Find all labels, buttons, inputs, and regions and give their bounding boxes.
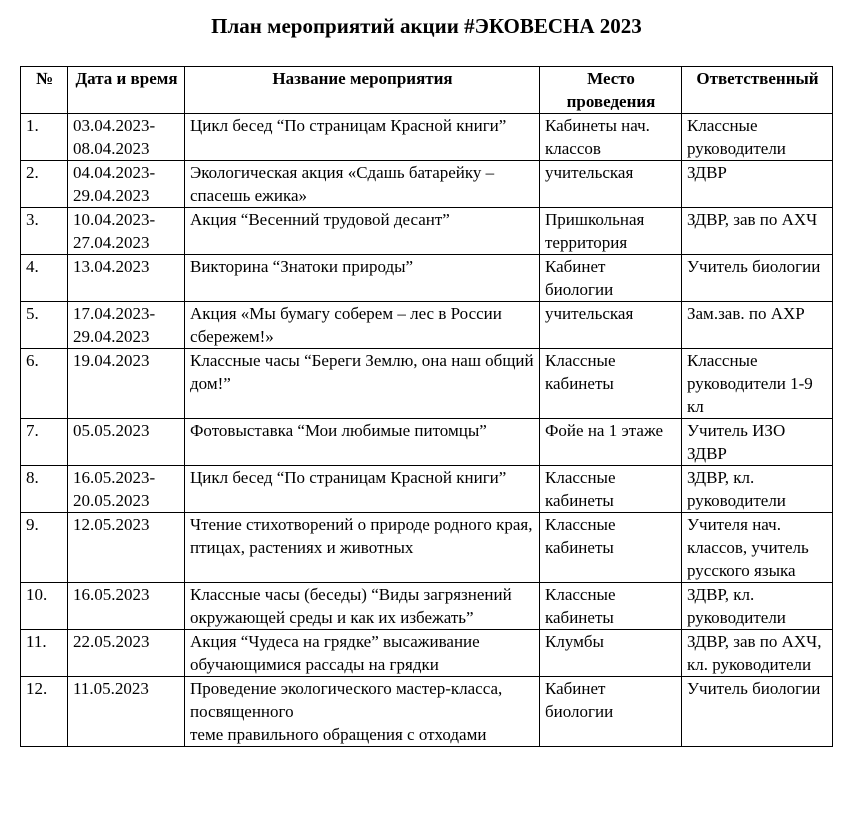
cell-responsible: Учитель биологии xyxy=(682,677,833,747)
cell-name-line: теме правильного обращения с отходами xyxy=(190,725,487,744)
cell-date xyxy=(68,419,185,466)
header-name: Название мероприятия xyxy=(185,67,540,114)
cell-date-line: 05.05.2023 xyxy=(73,421,150,440)
cell-date xyxy=(68,466,185,513)
cell-num: 2. xyxy=(21,161,68,208)
cell-responsible: Классные руководители 1-9 кл xyxy=(682,349,833,419)
cell-place: Классные кабинеты xyxy=(540,513,682,583)
cell-responsible: ЗДВР, зав по АХЧ xyxy=(682,208,833,255)
cell-date xyxy=(68,208,185,255)
cell-place: Фойе на 1 этаже xyxy=(540,419,682,466)
cell-responsible: Зам.зав. по АХР xyxy=(682,302,833,349)
cell-date-line: 13.04.2023 xyxy=(73,257,150,276)
cell-name xyxy=(185,208,540,255)
cell-responsible: ЗДВР, кл. руководители xyxy=(682,583,833,630)
table-row xyxy=(21,583,833,630)
cell-date-line: 29.04.2023 xyxy=(73,327,150,346)
table-row xyxy=(21,302,833,349)
cell-name-line: Классные часы (беседы) “Виды загрязнений окружающей среды и как их избежать” xyxy=(190,585,512,627)
cell-name xyxy=(185,349,540,419)
table-row xyxy=(21,208,833,255)
cell-date xyxy=(68,630,185,677)
cell-responsible: ЗДВР xyxy=(682,161,833,208)
cell-name xyxy=(185,302,540,349)
cell-name-line: Чтение стихотворений о природе родного края, птицах, растениях и животных xyxy=(190,515,533,557)
cell-num: 11. xyxy=(21,630,68,677)
table-row xyxy=(21,630,833,677)
cell-name xyxy=(185,513,540,583)
cell-num: 5. xyxy=(21,302,68,349)
cell-place: Классные кабинеты xyxy=(540,349,682,419)
cell-responsible: Учителя нач. классов, учитель русского языка xyxy=(682,513,833,583)
cell-date xyxy=(68,583,185,630)
cell-name xyxy=(185,583,540,630)
cell-responsible: Учитель ИЗО ЗДВР xyxy=(682,419,833,466)
cell-num: 3. xyxy=(21,208,68,255)
cell-date-line: 08.04.2023 xyxy=(73,139,150,158)
cell-name xyxy=(185,419,540,466)
cell-date-line: 10.04.2023- xyxy=(73,210,156,229)
table-row xyxy=(21,161,833,208)
cell-date-line: 22.05.2023 xyxy=(73,632,150,651)
cell-date xyxy=(68,114,185,161)
table-body xyxy=(21,114,833,747)
page-title: План мероприятий акции #ЭКОВЕСНА 2023 xyxy=(211,14,642,38)
cell-name-line: Акция “Весенний трудовой десант” xyxy=(190,210,450,229)
cell-place: Клумбы xyxy=(540,630,682,677)
cell-name-line: Викторина “Знатоки природы” xyxy=(190,257,414,276)
table-row xyxy=(21,349,833,419)
cell-date-line: 29.04.2023 xyxy=(73,186,150,205)
cell-place: Классные кабинеты xyxy=(540,466,682,513)
cell-place: Классные кабинеты xyxy=(540,583,682,630)
cell-date xyxy=(68,255,185,302)
table-row xyxy=(21,513,833,583)
table-header-row xyxy=(21,67,833,114)
cell-name-line: Цикл бесед “По страницам Красной книги” xyxy=(190,116,507,135)
cell-name xyxy=(185,677,540,747)
cell-name-line: Фотовыставка “Мои любимые питомцы” xyxy=(190,421,487,440)
cell-place: Пришкольная территория xyxy=(540,208,682,255)
cell-date xyxy=(68,513,185,583)
cell-name xyxy=(185,466,540,513)
cell-date xyxy=(68,677,185,747)
cell-name xyxy=(185,630,540,677)
cell-name-line: Акция “Чудеса на грядке” высаживание обучающимися рассады на грядки xyxy=(190,632,480,674)
header-date: Дата и время xyxy=(68,67,185,114)
table-row xyxy=(21,114,833,161)
cell-num: 4. xyxy=(21,255,68,302)
cell-date-line: 11.05.2023 xyxy=(73,679,149,698)
cell-place: учительская xyxy=(540,302,682,349)
cell-num: 8. xyxy=(21,466,68,513)
cell-name xyxy=(185,114,540,161)
table-row xyxy=(21,466,833,513)
cell-date-line: 16.05.2023 xyxy=(73,585,150,604)
cell-responsible: ЗДВР, зав по АХЧ, кл. руководители xyxy=(682,630,833,677)
cell-name xyxy=(185,161,540,208)
cell-date xyxy=(68,349,185,419)
header-responsible: Ответственный xyxy=(682,67,833,114)
events-table xyxy=(20,66,833,747)
cell-place: учительская xyxy=(540,161,682,208)
cell-responsible: ЗДВР, кл. руководители xyxy=(682,466,833,513)
cell-name-line: Экологическая акция «Сдашь батарейку – спасешь ежика» xyxy=(190,163,495,205)
cell-date xyxy=(68,161,185,208)
cell-num: 1. xyxy=(21,114,68,161)
cell-num: 7. xyxy=(21,419,68,466)
header-place: Место проведения xyxy=(540,67,682,114)
cell-place: Кабинеты нач. классов xyxy=(540,114,682,161)
cell-date-line: 12.05.2023 xyxy=(73,515,150,534)
cell-date-line: 27.04.2023 xyxy=(73,233,150,252)
cell-date-line: 04.04.2023- xyxy=(73,163,156,182)
cell-num: 6. xyxy=(21,349,68,419)
cell-name xyxy=(185,255,540,302)
cell-responsible: Классные руководители xyxy=(682,114,833,161)
cell-num: 10. xyxy=(21,583,68,630)
cell-num: 12. xyxy=(21,677,68,747)
cell-name-line: Классные часы “Береги Землю, она наш общий дом!” xyxy=(190,351,534,393)
cell-place: Кабинет биологии xyxy=(540,677,682,747)
header-num: № xyxy=(21,67,68,114)
cell-date-line: 03.04.2023- xyxy=(73,116,156,135)
cell-num: 9. xyxy=(21,513,68,583)
table-row xyxy=(21,419,833,466)
cell-responsible: Учитель биологии xyxy=(682,255,833,302)
cell-name-line: Проведение экологического мастер-класса, посвященного xyxy=(190,679,503,721)
cell-name-line: Акция «Мы бумагу соберем – лес в России сбережем!» xyxy=(190,304,502,346)
cell-date-line: 16.05.2023- xyxy=(73,468,156,487)
cell-date xyxy=(68,302,185,349)
table-row xyxy=(21,255,833,302)
cell-date-line: 20.05.2023 xyxy=(73,491,150,510)
cell-name-line: Цикл бесед “По страницам Красной книги” xyxy=(190,468,507,487)
cell-date-line: 19.04.2023 xyxy=(73,351,150,370)
cell-place: Кабинет биологии xyxy=(540,255,682,302)
cell-date-line: 17.04.2023- xyxy=(73,304,156,323)
table-row xyxy=(21,677,833,747)
